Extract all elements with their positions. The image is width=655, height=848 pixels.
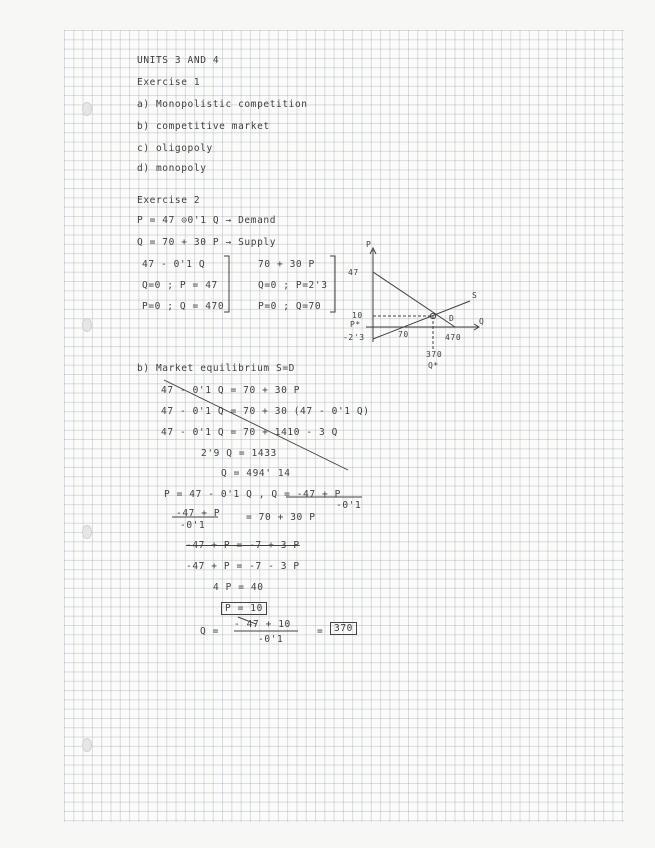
work-line: 47 - 0'1 Q = 70 + 30 (47 - 0'1 Q) <box>161 406 370 417</box>
graph-q-axis-label: Q <box>479 317 485 326</box>
part-b-heading: b) Market equilibrium S=D <box>137 363 295 374</box>
exercise1-item: d) monopoly <box>137 163 207 174</box>
graph-x-tick: Q* <box>428 361 439 370</box>
strike-stroke <box>238 617 256 624</box>
supply-block-line: 70 + 30 P <box>258 259 315 270</box>
work-line: 47 - 0'1 Q = 70 + 1410 - 3 Q <box>161 427 338 438</box>
work-line: -47 + P = -7 - 3 P <box>186 561 300 572</box>
answer-p-box: P = 10 <box>221 602 267 615</box>
graph-y-tick: -2'3 <box>343 333 365 342</box>
crossed-work-line: -47 + P = -7 + 3 P <box>186 540 300 551</box>
graph-supply-label: S <box>472 291 478 300</box>
graph-x-tick: 370 <box>426 350 443 359</box>
work-line: 2'9 Q = 1433 <box>201 448 277 459</box>
graph-x-tick: 70 <box>398 330 409 339</box>
work-line: Q = 494' 14 <box>221 468 291 479</box>
supply-block-line: P=0 ; Q=70 <box>258 301 322 312</box>
exercise2-heading: Exercise 2 <box>137 195 201 206</box>
work-line: P = 47 - 0'1 Q , Q = -47 + P <box>164 489 341 500</box>
page-title: UNITS 3 AND 4 <box>137 55 220 66</box>
graph-demand-label: D <box>449 314 455 323</box>
exercise1-item: b) competitive market <box>137 121 270 132</box>
graph-p-axis-label: P <box>366 240 372 249</box>
demand-curve <box>373 272 455 327</box>
work-line: = <box>317 626 324 637</box>
answer-q-box: 370 <box>330 622 357 635</box>
work-line: = 70 + 30 P <box>246 512 316 523</box>
demand-block-line: P=0 ; Q = 470 <box>142 301 225 312</box>
demand-block-line: 47 - 0'1 Q <box>142 259 206 270</box>
work-line: - 47 + 10 <box>234 619 291 630</box>
exercise1-item: a) Monopolistic competition <box>137 99 308 110</box>
demand-equation: P = 47 ⊝0'1 Q → Demand <box>137 215 277 226</box>
exercise1-item: c) oligopoly <box>137 143 213 154</box>
supply-curve <box>373 301 470 339</box>
graph-x-tick: 470 <box>445 333 462 342</box>
graph-y-tick: 10 <box>352 311 363 320</box>
work-line: 4 P = 40 <box>213 582 264 593</box>
work-line: 47 - 0'1 Q = 70 + 30 P <box>161 385 301 396</box>
work-line: -0'1 <box>336 500 362 511</box>
demand-block-line: Q=0 ; P = 47 <box>142 280 218 291</box>
cross-out-stroke <box>164 380 348 470</box>
work-line: Q = <box>200 626 219 637</box>
graph-y-tick: P* <box>350 320 361 329</box>
supply-block-line: Q=0 ; P=2'3 <box>258 280 328 291</box>
supply-equation: Q = 70 + 30 P → Supply <box>137 237 277 248</box>
bracket <box>330 256 335 312</box>
work-line: -47 + P <box>176 508 221 519</box>
work-line: -0'1 <box>180 520 206 531</box>
graph-y-tick: 47 <box>348 268 359 277</box>
work-line: -0'1 <box>258 634 284 645</box>
exercise1-heading: Exercise 1 <box>137 77 201 88</box>
bracket <box>224 256 229 312</box>
